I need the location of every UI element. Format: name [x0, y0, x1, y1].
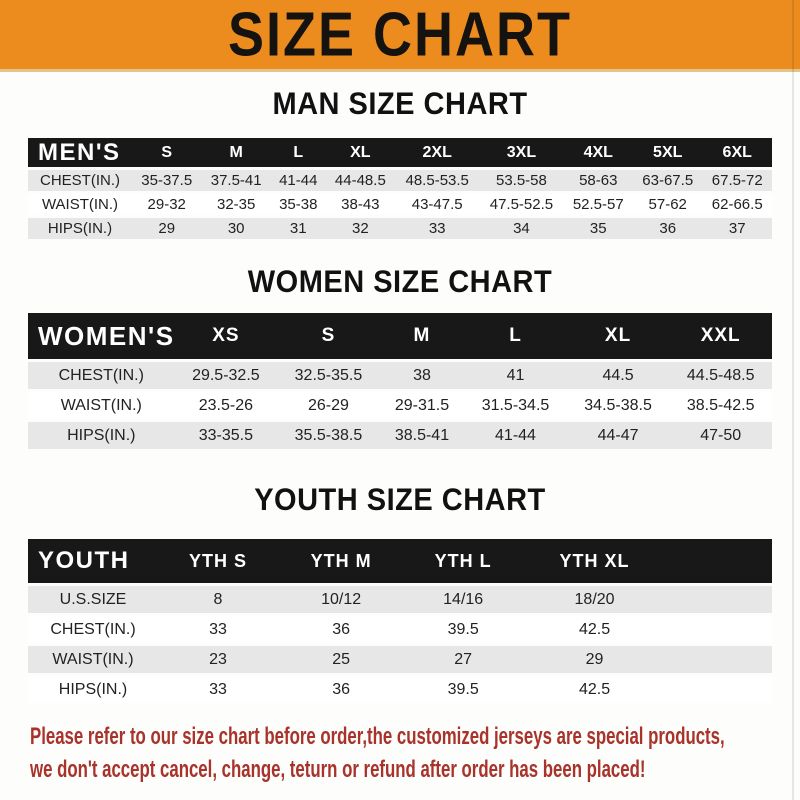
table-cell: 35-37.5	[132, 170, 201, 191]
table-cell: 26-29	[277, 392, 380, 419]
youth-size-table	[28, 536, 772, 706]
table-cell: 33	[158, 616, 278, 643]
table-cell: 41-44	[271, 170, 326, 191]
row-label: WAIST(IN.)	[28, 646, 158, 673]
table-cell: 29-31.5	[380, 392, 464, 419]
banner-title: SIZE CHART	[228, 0, 572, 70]
table-cell: 44-47	[567, 422, 670, 449]
row-label: CHEST(IN.)	[28, 170, 132, 191]
spacer-cell	[667, 586, 772, 613]
column-header: M	[201, 138, 270, 167]
column-header: L	[464, 313, 567, 359]
table-row	[28, 616, 772, 643]
table-cell: 41	[464, 362, 567, 389]
column-header: XL	[326, 138, 395, 167]
table-cell: 42.5	[522, 616, 667, 643]
table-cell: 37	[702, 218, 772, 239]
men-section-heading: MAN SIZE CHART	[272, 86, 528, 122]
column-header: 3XL	[479, 138, 563, 167]
column-header: 4XL	[564, 138, 633, 167]
header-row	[28, 313, 772, 359]
table-cell: 33-35.5	[175, 422, 278, 449]
table-row	[28, 194, 772, 215]
header-row	[28, 138, 772, 167]
disclaimer-line-2: we don't accept cancel, change, teturn or refund after order has been placed!	[30, 756, 646, 783]
table-cell: 38.5-41	[380, 422, 464, 449]
size-grid	[28, 310, 772, 452]
table-cell: 47.5-52.5	[479, 194, 563, 215]
size-grid	[28, 536, 772, 706]
table-cell: 47-50	[669, 422, 772, 449]
table-cell: 27	[404, 646, 522, 673]
column-header: L	[271, 138, 326, 167]
table-cell: 38	[380, 362, 464, 389]
row-label: HIPS(IN.)	[28, 676, 158, 703]
column-header: XS	[175, 313, 278, 359]
table-cell: 18/20	[522, 586, 667, 613]
row-label: WAIST(IN.)	[28, 392, 175, 419]
column-header: 5XL	[633, 138, 702, 167]
row-label: U.S.SIZE	[28, 586, 158, 613]
table-cell: 32-35	[201, 194, 270, 215]
right-edge-line	[792, 0, 794, 800]
column-header: XL	[567, 313, 670, 359]
size-chart-banner	[0, 0, 800, 72]
table-row	[28, 218, 772, 239]
column-header: M	[380, 313, 464, 359]
header-spacer	[667, 539, 772, 583]
table-cell: 39.5	[404, 676, 522, 703]
table-cell: 32	[326, 218, 395, 239]
column-header: XXL	[669, 313, 772, 359]
table-row	[28, 392, 772, 419]
row-label: HIPS(IN.)	[28, 422, 175, 449]
table-cell: 44-48.5	[326, 170, 395, 191]
size-grid	[28, 135, 772, 242]
table-cell: 36	[278, 616, 404, 643]
table-cell: 35.5-38.5	[277, 422, 380, 449]
spacer-cell	[667, 646, 772, 673]
column-header: YTH M	[278, 539, 404, 583]
column-header: 6XL	[702, 138, 772, 167]
table-cell: 53.5-58	[479, 170, 563, 191]
table-row	[28, 586, 772, 613]
spacer-cell	[667, 616, 772, 643]
table-row	[28, 646, 772, 673]
row-label: CHEST(IN.)	[28, 616, 158, 643]
table-cell: 63-67.5	[633, 170, 702, 191]
spacer-cell	[667, 676, 772, 703]
table-row	[28, 676, 772, 703]
table-corner-label: YOUTH	[28, 539, 158, 583]
table-cell: 8	[158, 586, 278, 613]
column-header: YTH L	[404, 539, 522, 583]
table-cell: 29	[522, 646, 667, 673]
table-corner-label: WOMEN'S	[28, 313, 175, 359]
table-row	[28, 362, 772, 389]
youth-section-heading: YOUTH SIZE CHART	[254, 482, 546, 518]
table-cell: 36	[633, 218, 702, 239]
table-cell: 35	[564, 218, 633, 239]
disclaimer	[30, 720, 800, 786]
row-label: WAIST(IN.)	[28, 194, 132, 215]
table-cell: 36	[278, 676, 404, 703]
table-cell: 39.5	[404, 616, 522, 643]
table-cell: 62-66.5	[702, 194, 772, 215]
table-cell: 31	[271, 218, 326, 239]
table-cell: 23	[158, 646, 278, 673]
table-cell: 34	[479, 218, 563, 239]
men-size-table	[28, 135, 772, 242]
table-cell: 37.5-41	[201, 170, 270, 191]
column-header: 2XL	[395, 138, 479, 167]
women-section-heading: WOMEN SIZE CHART	[247, 264, 553, 300]
column-header: YTH S	[158, 539, 278, 583]
table-cell: 44.5	[567, 362, 670, 389]
table-row	[28, 422, 772, 449]
table-cell: 30	[201, 218, 270, 239]
table-cell: 42.5	[522, 676, 667, 703]
table-cell: 58-63	[564, 170, 633, 191]
table-cell: 14/16	[404, 586, 522, 613]
disclaimer-line-1: Please refer to our size chart before order,the customized jerseys are special products,	[30, 723, 725, 750]
table-row	[28, 170, 772, 191]
table-cell: 44.5-48.5	[669, 362, 772, 389]
table-cell: 23.5-26	[175, 392, 278, 419]
table-cell: 25	[278, 646, 404, 673]
column-header: YTH XL	[522, 539, 667, 583]
table-cell: 33	[395, 218, 479, 239]
table-cell: 29.5-32.5	[175, 362, 278, 389]
table-cell: 38.5-42.5	[669, 392, 772, 419]
table-corner-label: MEN'S	[28, 138, 132, 167]
header-row	[28, 539, 772, 583]
table-cell: 41-44	[464, 422, 567, 449]
table-cell: 38-43	[326, 194, 395, 215]
table-cell: 29-32	[132, 194, 201, 215]
table-cell: 52.5-57	[564, 194, 633, 215]
table-cell: 29	[132, 218, 201, 239]
table-cell: 33	[158, 676, 278, 703]
table-cell: 32.5-35.5	[277, 362, 380, 389]
table-cell: 48.5-53.5	[395, 170, 479, 191]
table-cell: 43-47.5	[395, 194, 479, 215]
table-cell: 31.5-34.5	[464, 392, 567, 419]
women-size-table	[28, 310, 772, 452]
table-cell: 35-38	[271, 194, 326, 215]
row-label: CHEST(IN.)	[28, 362, 175, 389]
row-label: HIPS(IN.)	[28, 218, 132, 239]
table-cell: 34.5-38.5	[567, 392, 670, 419]
table-cell: 67.5-72	[702, 170, 772, 191]
column-header: S	[132, 138, 201, 167]
column-header: S	[277, 313, 380, 359]
table-cell: 10/12	[278, 586, 404, 613]
table-cell: 57-62	[633, 194, 702, 215]
